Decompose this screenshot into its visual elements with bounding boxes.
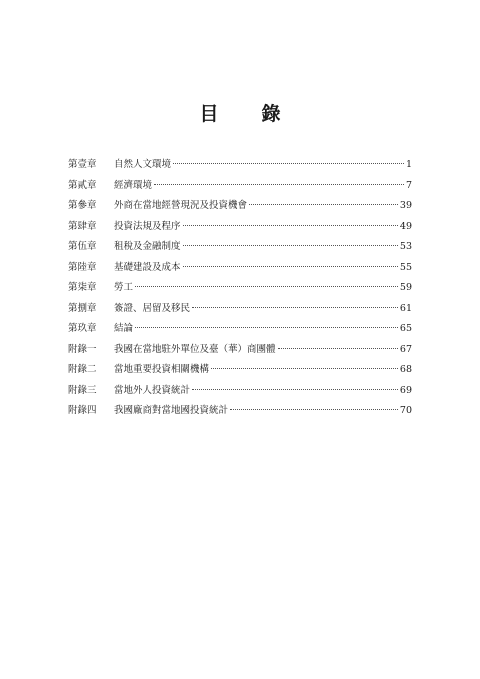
toc-entry[interactable] xyxy=(68,381,412,402)
toc-chapter-label: 第柒章 xyxy=(68,282,97,293)
dot-leader xyxy=(183,225,398,226)
toc-appendix-label: 附錄三 xyxy=(68,384,97,396)
toc-chapter-title: 租稅及金融制度 xyxy=(114,241,181,252)
toc-page-number: 67 xyxy=(399,343,412,355)
toc-entry[interactable] xyxy=(68,237,412,258)
toc-appendix-title: 當地重要投資相關機構 xyxy=(114,364,210,375)
toc-page-number: 68 xyxy=(399,364,412,375)
dot-leader xyxy=(154,184,404,185)
toc-chapter-label: 第陸章 xyxy=(68,261,97,273)
toc-chapter-label: 第參章 xyxy=(68,200,97,211)
toc-page-number: 49 xyxy=(399,220,412,232)
toc-entry[interactable] xyxy=(68,217,412,238)
toc-entry[interactable] xyxy=(68,360,412,381)
toc-page-number: 53 xyxy=(399,241,412,252)
toc-chapter-title: 外商在當地經營現況及投資機會 xyxy=(114,200,248,211)
toc-appendix-label: 附錄一 xyxy=(68,343,97,355)
dot-leader xyxy=(230,409,398,410)
dot-leader xyxy=(249,204,398,205)
page-title: 目 錄 xyxy=(199,103,293,125)
dot-leader xyxy=(183,266,398,267)
toc-entry[interactable] xyxy=(68,340,412,361)
toc-entry[interactable] xyxy=(68,278,412,299)
toc-page-number: 55 xyxy=(399,261,412,273)
dot-leader xyxy=(173,163,404,164)
toc-appendix-label: 附錄二 xyxy=(68,364,97,375)
toc-chapter-label: 第伍章 xyxy=(68,241,97,252)
toc-chapter-label: 第壹章 xyxy=(68,159,97,170)
toc-appendix-title: 我國廠商對當地國投資統計 xyxy=(114,405,229,416)
dot-leader xyxy=(192,307,398,308)
dot-leader xyxy=(135,286,398,287)
toc-chapter-label: 第捌章 xyxy=(68,302,97,314)
toc-page-number: 7 xyxy=(405,179,412,191)
toc-page-number: 61 xyxy=(399,302,412,314)
toc-chapter-title: 結論 xyxy=(114,323,134,334)
toc-entry[interactable] xyxy=(68,196,412,217)
toc-chapter-title: 基礎建設及成本 xyxy=(114,261,181,273)
toc-page-number: 39 xyxy=(399,200,412,211)
toc-chapter-label: 第貳章 xyxy=(68,179,97,191)
toc-appendix-title: 當地外人投資統計 xyxy=(114,384,191,396)
toc-page-number: 69 xyxy=(399,384,412,396)
dot-leader xyxy=(183,245,398,246)
dot-leader xyxy=(192,389,398,390)
toc-page-number: 59 xyxy=(399,282,412,293)
toc-chapter-title: 自然人文環境 xyxy=(114,159,172,170)
toc-page-number: 70 xyxy=(399,405,412,416)
table-of-contents xyxy=(68,155,412,422)
toc-chapter-title: 投資法規及程序 xyxy=(114,220,181,232)
toc-entry[interactable] xyxy=(68,155,412,176)
toc-entry[interactable] xyxy=(68,299,412,320)
dot-leader xyxy=(278,348,398,349)
toc-appendix-label: 附錄四 xyxy=(68,405,97,416)
toc-chapter-title: 簽證、居留及移民 xyxy=(114,302,191,314)
dot-leader xyxy=(135,327,398,328)
toc-entry[interactable] xyxy=(68,319,412,340)
toc-chapter-label: 第肆章 xyxy=(68,220,97,232)
toc-page-number: 1 xyxy=(405,159,412,170)
toc-entry[interactable] xyxy=(68,258,412,279)
dot-leader xyxy=(211,368,398,369)
toc-entry[interactable] xyxy=(68,176,412,197)
toc-chapter-label: 第玖章 xyxy=(68,323,97,334)
toc-chapter-title: 經濟環境 xyxy=(114,179,153,191)
toc-appendix-title: 我國在當地駐外單位及臺（華）商團體 xyxy=(114,343,276,355)
toc-entry[interactable] xyxy=(68,401,412,422)
toc-page-number: 65 xyxy=(399,323,412,334)
toc-chapter-title: 勞工 xyxy=(114,282,134,293)
